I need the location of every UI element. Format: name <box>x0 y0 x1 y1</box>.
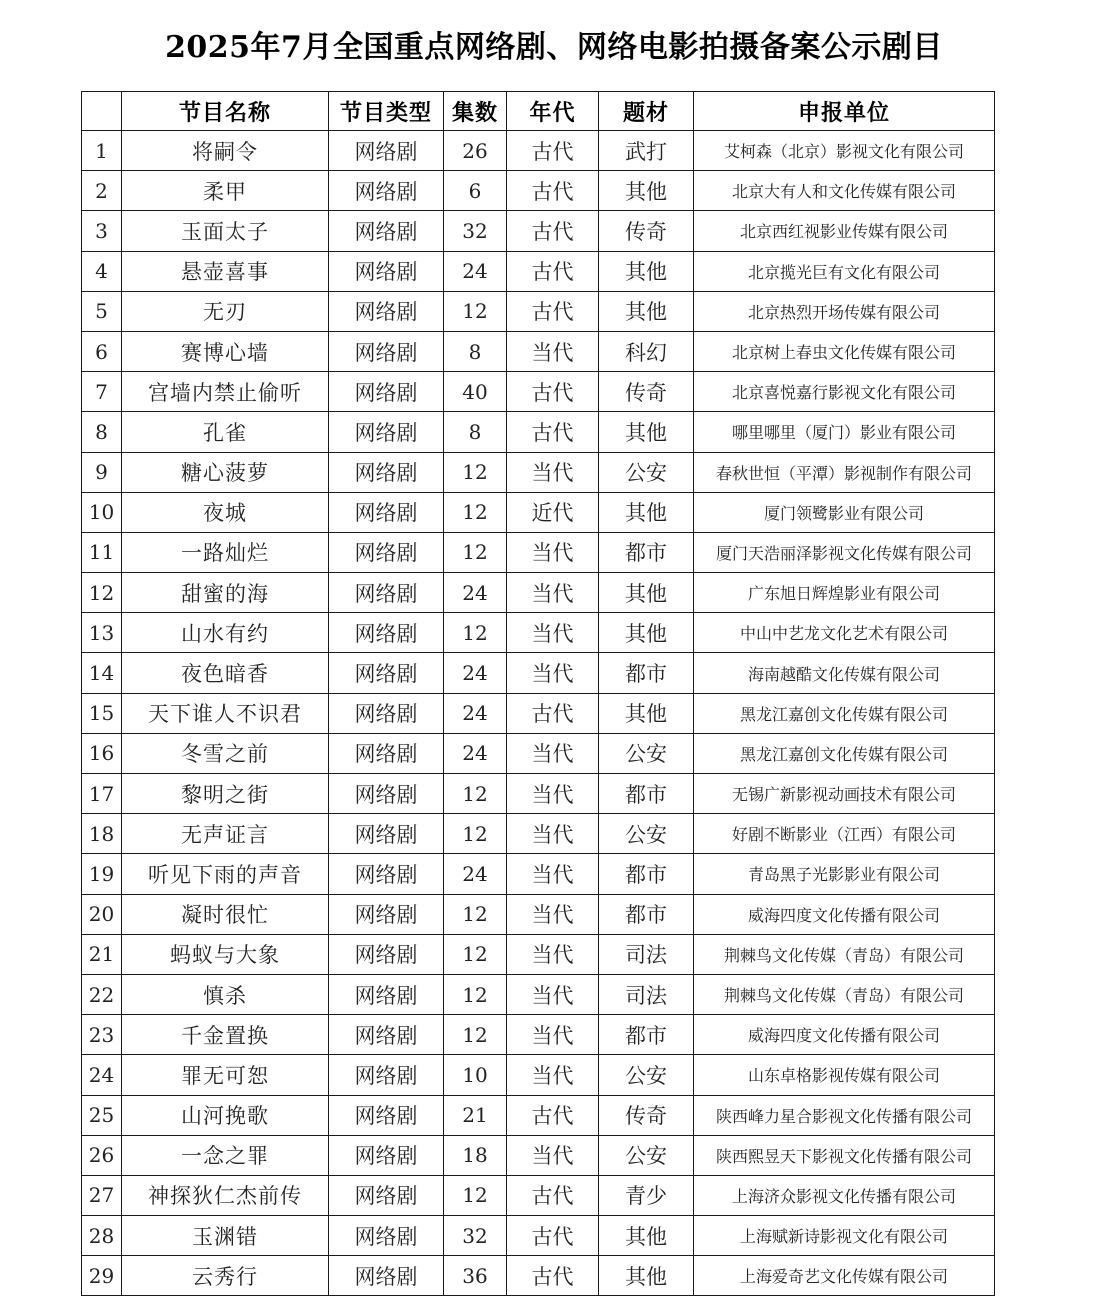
episodes-cell: 8 <box>444 412 507 452</box>
program-name-cell: 云秀行 <box>122 1256 329 1296</box>
program-type-cell: 网络剧 <box>329 573 444 613</box>
program-type-cell: 网络剧 <box>329 854 444 894</box>
table-row <box>82 974 995 1014</box>
table-row <box>82 452 995 492</box>
company-cell: 春秋世恒（平潭）影视制作有限公司 <box>694 452 995 492</box>
era-cell: 当代 <box>507 974 599 1014</box>
era-cell: 当代 <box>507 854 599 894</box>
program-name-cell: 山水有约 <box>122 613 329 653</box>
company-cell: 海南越酷文化传媒有限公司 <box>694 653 995 693</box>
genre-cell: 其他 <box>599 1216 694 1256</box>
row-index: 20 <box>82 894 122 934</box>
program-name-cell: 慎杀 <box>122 974 329 1014</box>
program-type-cell: 网络剧 <box>329 934 444 974</box>
episodes-cell: 12 <box>444 492 507 532</box>
era-cell: 当代 <box>507 733 599 773</box>
genre-cell: 其他 <box>599 613 694 653</box>
era-cell: 古代 <box>507 251 599 291</box>
episodes-cell: 21 <box>444 1095 507 1135</box>
row-index: 13 <box>82 613 122 653</box>
episodes-cell: 12 <box>444 814 507 854</box>
header-program-name: 节目名称 <box>122 92 329 131</box>
genre-cell: 司法 <box>599 934 694 974</box>
genre-cell: 公安 <box>599 452 694 492</box>
company-cell: 上海赋新诗影视文化有限公司 <box>694 1216 995 1256</box>
episodes-cell: 32 <box>444 211 507 251</box>
row-index: 11 <box>82 532 122 572</box>
program-name-cell: 玉渊错 <box>122 1216 329 1256</box>
company-cell: 北京树上春虫文化传媒有限公司 <box>694 331 995 371</box>
row-index: 8 <box>82 412 122 452</box>
table-row <box>82 894 995 934</box>
program-type-cell: 网络剧 <box>329 291 444 331</box>
page-title: 2025年7月全国重点网络剧、网络电影拍摄备案公示剧目 <box>165 30 943 65</box>
table-row <box>82 331 995 371</box>
table-row <box>82 613 995 653</box>
era-cell: 当代 <box>507 331 599 371</box>
era-cell: 古代 <box>507 1256 599 1296</box>
genre-cell: 其他 <box>599 171 694 211</box>
program-type-cell: 网络剧 <box>329 733 444 773</box>
episodes-cell: 36 <box>444 1256 507 1296</box>
company-cell: 中山中艺龙文化艺术有限公司 <box>694 613 995 653</box>
row-index: 27 <box>82 1175 122 1215</box>
program-type-cell: 网络剧 <box>329 974 444 1014</box>
program-name-cell: 糖心菠萝 <box>122 452 329 492</box>
header-company: 申报单位 <box>694 92 995 131</box>
episodes-cell: 32 <box>444 1216 507 1256</box>
episodes-cell: 40 <box>444 372 507 412</box>
company-cell: 厦门天浩丽泽影视文化传媒有限公司 <box>694 532 995 572</box>
episodes-cell: 8 <box>444 331 507 371</box>
company-cell: 好剧不断影业（江西）有限公司 <box>694 814 995 854</box>
company-cell: 哪里哪里（厦门）影业有限公司 <box>694 412 995 452</box>
program-name-cell: 听见下雨的声音 <box>122 854 329 894</box>
program-type-cell: 网络剧 <box>329 1055 444 1095</box>
company-cell: 北京喜悦嘉行影视文化有限公司 <box>694 372 995 412</box>
genre-cell: 都市 <box>599 653 694 693</box>
episodes-cell: 24 <box>444 854 507 894</box>
program-name-cell: 无声证言 <box>122 814 329 854</box>
program-type-cell: 网络剧 <box>329 693 444 733</box>
program-type-cell: 网络剧 <box>329 532 444 572</box>
program-type-cell: 网络剧 <box>329 251 444 291</box>
header-era: 年代 <box>507 92 599 131</box>
row-index: 1 <box>82 131 122 171</box>
genre-cell: 其他 <box>599 412 694 452</box>
era-cell: 当代 <box>507 573 599 613</box>
table-row <box>82 211 995 251</box>
table-row <box>82 693 995 733</box>
genre-cell: 其他 <box>599 492 694 532</box>
genre-cell: 传奇 <box>599 372 694 412</box>
table-row <box>82 1256 995 1296</box>
row-index: 15 <box>82 693 122 733</box>
genre-cell: 都市 <box>599 894 694 934</box>
program-type-cell: 网络剧 <box>329 492 444 532</box>
episodes-cell: 12 <box>444 1175 507 1215</box>
episodes-cell: 12 <box>444 532 507 572</box>
program-type-cell: 网络剧 <box>329 653 444 693</box>
genre-cell: 传奇 <box>599 1095 694 1135</box>
table-row <box>82 774 995 814</box>
company-cell: 青岛黑子光影影业有限公司 <box>694 854 995 894</box>
era-cell: 近代 <box>507 492 599 532</box>
program-name-cell: 冬雪之前 <box>122 733 329 773</box>
row-index: 14 <box>82 653 122 693</box>
table-row <box>82 1175 995 1215</box>
program-type-cell: 网络剧 <box>329 774 444 814</box>
company-cell: 厦门领鹭影业有限公司 <box>694 492 995 532</box>
era-cell: 当代 <box>507 894 599 934</box>
program-name-cell: 罪无可恕 <box>122 1055 329 1095</box>
genre-cell: 青少 <box>599 1175 694 1215</box>
company-cell: 山东卓格影视传媒有限公司 <box>694 1055 995 1095</box>
table-row <box>82 1216 995 1256</box>
row-index: 3 <box>82 211 122 251</box>
episodes-cell: 18 <box>444 1135 507 1175</box>
row-index: 23 <box>82 1015 122 1055</box>
genre-cell: 传奇 <box>599 211 694 251</box>
genre-cell: 都市 <box>599 854 694 894</box>
company-cell: 陕西熙昱天下影视文化传播有限公司 <box>694 1135 995 1175</box>
program-type-cell: 网络剧 <box>329 372 444 412</box>
era-cell: 当代 <box>507 814 599 854</box>
genre-cell: 都市 <box>599 1015 694 1055</box>
episodes-cell: 10 <box>444 1055 507 1095</box>
program-type-cell: 网络剧 <box>329 613 444 653</box>
program-type-cell: 网络剧 <box>329 894 444 934</box>
table-row <box>82 1135 995 1175</box>
table-row <box>82 1095 995 1135</box>
table-row <box>82 171 995 211</box>
company-cell: 广东旭日辉煌影业有限公司 <box>694 573 995 613</box>
program-name-cell: 悬壶喜事 <box>122 251 329 291</box>
program-type-cell: 网络剧 <box>329 1216 444 1256</box>
program-name-cell: 玉面太子 <box>122 211 329 251</box>
program-name-cell: 凝时很忙 <box>122 894 329 934</box>
company-cell: 北京大有人和文化传媒有限公司 <box>694 171 995 211</box>
episodes-cell: 12 <box>444 291 507 331</box>
row-index: 19 <box>82 854 122 894</box>
row-index: 21 <box>82 934 122 974</box>
company-cell: 黑龙江嘉创文化传媒有限公司 <box>694 693 995 733</box>
table-row <box>82 1015 995 1055</box>
row-index: 2 <box>82 171 122 211</box>
company-cell: 荆棘鸟文化传媒（青岛）有限公司 <box>694 974 995 1014</box>
episodes-cell: 26 <box>444 131 507 171</box>
row-index: 17 <box>82 774 122 814</box>
program-type-cell: 网络剧 <box>329 452 444 492</box>
era-cell: 当代 <box>507 1015 599 1055</box>
era-cell: 古代 <box>507 291 599 331</box>
company-cell: 北京揽光巨有文化有限公司 <box>694 251 995 291</box>
row-index: 18 <box>82 814 122 854</box>
episodes-cell: 12 <box>444 1015 507 1055</box>
company-cell: 威海四度文化传播有限公司 <box>694 1015 995 1055</box>
row-index: 29 <box>82 1256 122 1296</box>
episodes-cell: 12 <box>444 774 507 814</box>
genre-cell: 公安 <box>599 733 694 773</box>
genre-cell: 公安 <box>599 814 694 854</box>
company-cell: 无锡广新影视动画技术有限公司 <box>694 774 995 814</box>
company-cell: 陕西峰力星合影视文化传播有限公司 <box>694 1095 995 1135</box>
era-cell: 古代 <box>507 171 599 211</box>
filing-table <box>81 91 995 1296</box>
row-index: 16 <box>82 733 122 773</box>
era-cell: 当代 <box>507 934 599 974</box>
episodes-cell: 24 <box>444 251 507 291</box>
episodes-cell: 24 <box>444 693 507 733</box>
era-cell: 当代 <box>507 774 599 814</box>
era-cell: 当代 <box>507 613 599 653</box>
program-type-cell: 网络剧 <box>329 1256 444 1296</box>
program-type-cell: 网络剧 <box>329 814 444 854</box>
program-name-cell: 一念之罪 <box>122 1135 329 1175</box>
table-row <box>82 131 995 171</box>
program-name-cell: 千金置换 <box>122 1015 329 1055</box>
header-episodes: 集数 <box>444 92 507 131</box>
table-row <box>82 653 995 693</box>
company-cell: 北京西红视影业传媒有限公司 <box>694 211 995 251</box>
program-name-cell: 一路灿烂 <box>122 532 329 572</box>
genre-cell: 科幻 <box>599 331 694 371</box>
era-cell: 古代 <box>507 372 599 412</box>
era-cell: 古代 <box>507 1216 599 1256</box>
genre-cell: 武打 <box>599 131 694 171</box>
genre-cell: 其他 <box>599 1256 694 1296</box>
company-cell: 荆棘鸟文化传媒（青岛）有限公司 <box>694 934 995 974</box>
table-row <box>82 934 995 974</box>
episodes-cell: 6 <box>444 171 507 211</box>
table-row <box>82 854 995 894</box>
row-index: 9 <box>82 452 122 492</box>
program-name-cell: 柔甲 <box>122 171 329 211</box>
program-type-cell: 网络剧 <box>329 131 444 171</box>
episodes-cell: 12 <box>444 934 507 974</box>
program-name-cell: 甜蜜的海 <box>122 573 329 613</box>
row-index: 7 <box>82 372 122 412</box>
program-name-cell: 宫墙内禁止偷听 <box>122 372 329 412</box>
table-row <box>82 814 995 854</box>
genre-cell: 公安 <box>599 1055 694 1095</box>
genre-cell: 公安 <box>599 1135 694 1175</box>
table-row <box>82 573 995 613</box>
header-index <box>82 92 122 131</box>
table-row <box>82 1055 995 1095</box>
row-index: 4 <box>82 251 122 291</box>
episodes-cell: 12 <box>444 974 507 1014</box>
table-row <box>82 372 995 412</box>
program-type-cell: 网络剧 <box>329 1015 444 1055</box>
row-index: 25 <box>82 1095 122 1135</box>
program-type-cell: 网络剧 <box>329 1095 444 1135</box>
company-cell: 上海济众影视文化传播有限公司 <box>694 1175 995 1215</box>
table-body <box>82 131 995 1296</box>
program-type-cell: 网络剧 <box>329 171 444 211</box>
row-index: 6 <box>82 331 122 371</box>
program-name-cell: 夜城 <box>122 492 329 532</box>
episodes-cell: 24 <box>444 733 507 773</box>
era-cell: 当代 <box>507 532 599 572</box>
genre-cell: 都市 <box>599 532 694 572</box>
table-row <box>82 733 995 773</box>
row-index: 22 <box>82 974 122 1014</box>
header-program-type: 节目类型 <box>329 92 444 131</box>
era-cell: 古代 <box>507 211 599 251</box>
program-type-cell: 网络剧 <box>329 1175 444 1215</box>
table-row <box>82 492 995 532</box>
era-cell: 古代 <box>507 131 599 171</box>
row-index: 5 <box>82 291 122 331</box>
program-name-cell: 黎明之街 <box>122 774 329 814</box>
company-cell: 北京热烈开场传媒有限公司 <box>694 291 995 331</box>
genre-cell: 都市 <box>599 774 694 814</box>
program-name-cell: 蚂蚁与大象 <box>122 934 329 974</box>
program-name-cell: 神探狄仁杰前传 <box>122 1175 329 1215</box>
row-index: 24 <box>82 1055 122 1095</box>
episodes-cell: 12 <box>444 894 507 934</box>
row-index: 12 <box>82 573 122 613</box>
episodes-cell: 24 <box>444 653 507 693</box>
genre-cell: 其他 <box>599 291 694 331</box>
era-cell: 古代 <box>507 1095 599 1135</box>
header-genre: 题材 <box>599 92 694 131</box>
program-name-cell: 无刃 <box>122 291 329 331</box>
episodes-cell: 12 <box>444 613 507 653</box>
era-cell: 古代 <box>507 412 599 452</box>
program-name-cell: 孔雀 <box>122 412 329 452</box>
program-type-cell: 网络剧 <box>329 331 444 371</box>
episodes-cell: 12 <box>444 452 507 492</box>
era-cell: 古代 <box>507 1175 599 1215</box>
genre-cell: 其他 <box>599 251 694 291</box>
era-cell: 当代 <box>507 452 599 492</box>
row-index: 10 <box>82 492 122 532</box>
era-cell: 当代 <box>507 1055 599 1095</box>
program-name-cell: 夜色暗香 <box>122 653 329 693</box>
program-name-cell: 天下谁人不识君 <box>122 693 329 733</box>
program-name-cell: 山河挽歌 <box>122 1095 329 1135</box>
genre-cell: 其他 <box>599 573 694 613</box>
company-cell: 艾柯森（北京）影视文化有限公司 <box>694 131 995 171</box>
era-cell: 当代 <box>507 1135 599 1175</box>
era-cell: 古代 <box>507 693 599 733</box>
genre-cell: 其他 <box>599 693 694 733</box>
company-cell: 威海四度文化传播有限公司 <box>694 894 995 934</box>
program-name-cell: 将嗣令 <box>122 131 329 171</box>
header-row <box>82 92 995 131</box>
era-cell: 当代 <box>507 653 599 693</box>
program-type-cell: 网络剧 <box>329 412 444 452</box>
company-cell: 黑龙江嘉创文化传媒有限公司 <box>694 733 995 773</box>
row-index: 26 <box>82 1135 122 1175</box>
table-row <box>82 291 995 331</box>
genre-cell: 司法 <box>599 974 694 1014</box>
table-row <box>82 251 995 291</box>
program-type-cell: 网络剧 <box>329 1135 444 1175</box>
table-row <box>82 412 995 452</box>
table-row <box>82 532 995 572</box>
company-cell: 上海爱奇艺文化传媒有限公司 <box>694 1256 995 1296</box>
program-name-cell: 赛博心墙 <box>122 331 329 371</box>
program-type-cell: 网络剧 <box>329 211 444 251</box>
episodes-cell: 24 <box>444 573 507 613</box>
row-index: 28 <box>82 1216 122 1256</box>
